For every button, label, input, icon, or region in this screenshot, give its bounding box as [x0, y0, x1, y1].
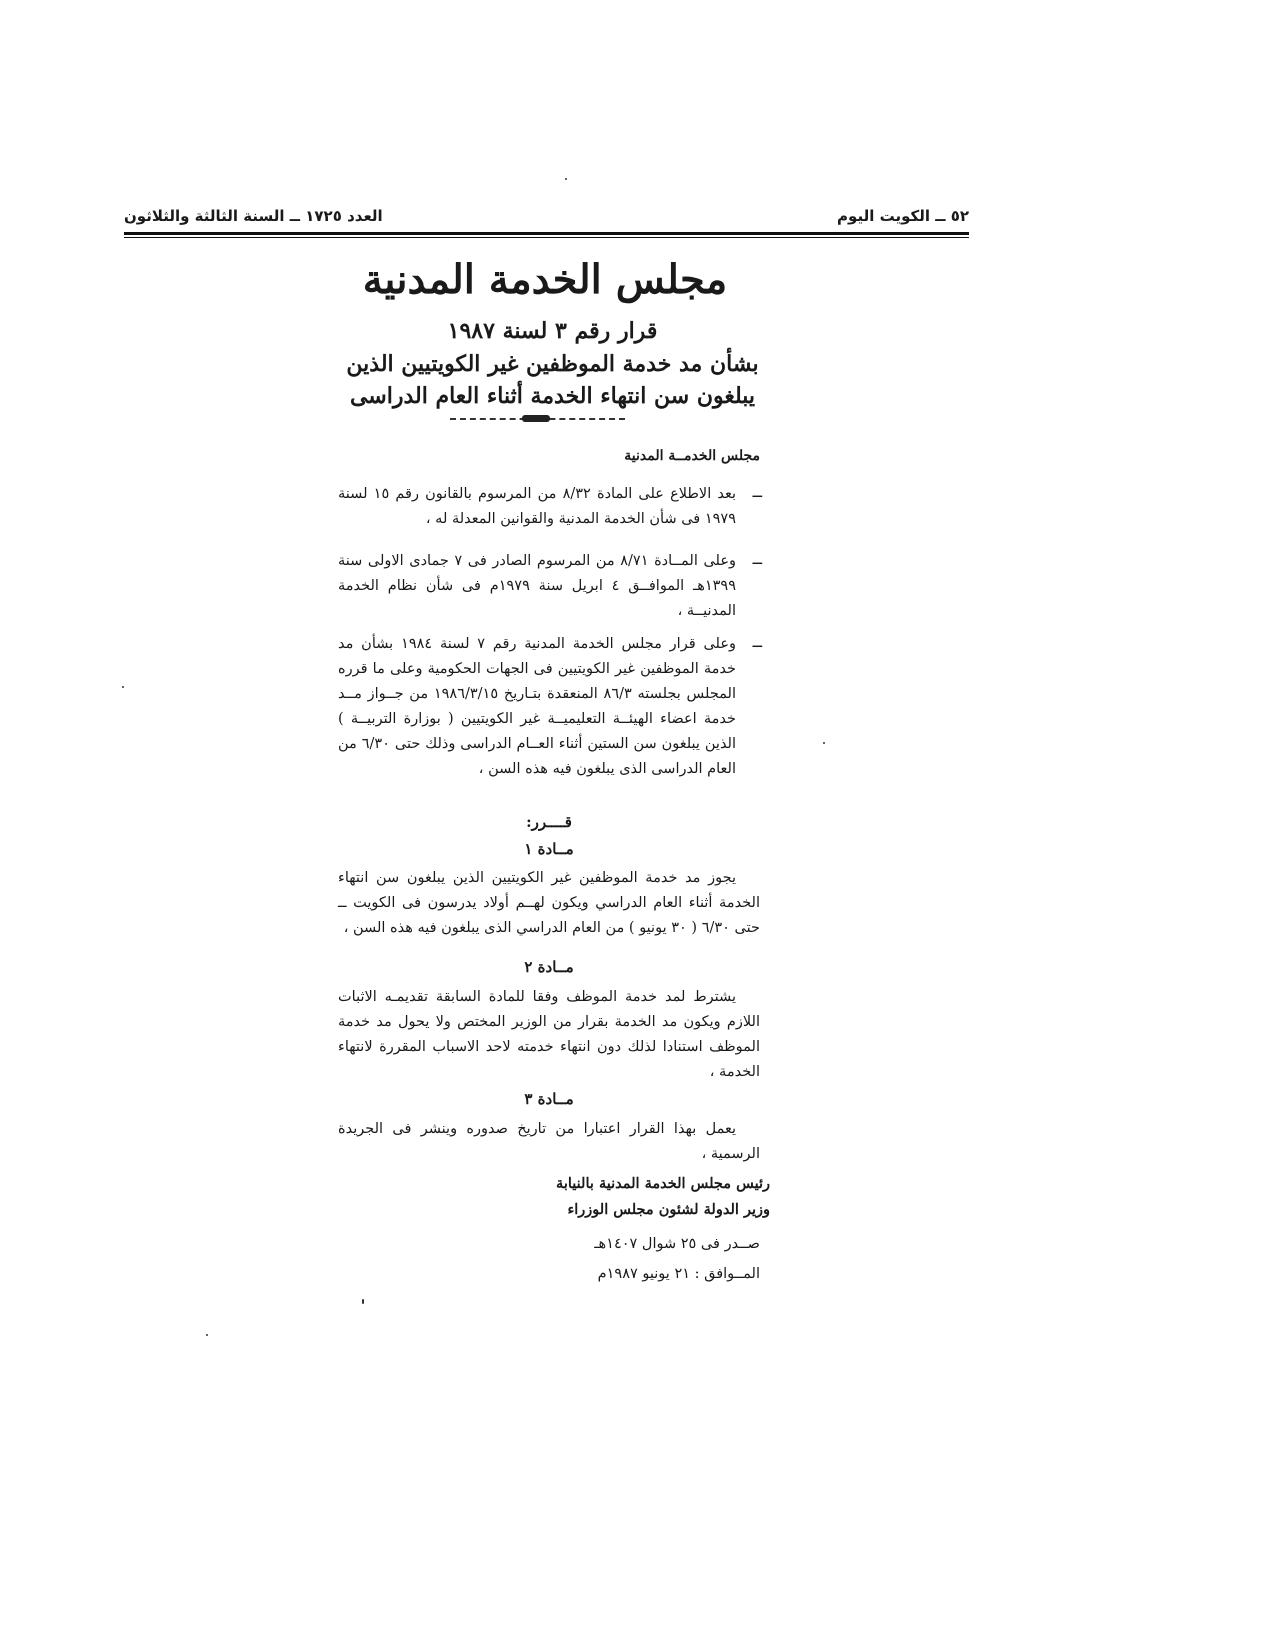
- scan-speck: [565, 178, 567, 180]
- preamble-paragraph: [338, 632, 760, 782]
- scan-speck: [823, 742, 825, 744]
- preamble-paragraph: [338, 482, 760, 532]
- preamble-dash: ــ: [752, 549, 762, 568]
- article-text: يشترط لمد خدمة الموظف وفقا للمادة السابقة تقديمـه الاثبات اللازم ويكون مد الخدمة بقرار من الوزير المختص ولا يحول مد خدمة الموظف استنادا لذلك دون انتهاء خدمته لاحد الاسباب المقررة لانتهاء الخدمة ،: [338, 989, 760, 1080]
- decision-subject-line2: يبلغون سن انتهاء الخدمة أثناء العام الدراسى: [349, 383, 756, 409]
- section-masthead: مجلس الخدمة المدنية: [362, 256, 728, 303]
- signatory-position: وزير الدولة لشئون مجلس الوزراء: [567, 1201, 770, 1218]
- signatory-title: رئيس مجلس الخدمة المدنية بالنيابة: [556, 1175, 770, 1192]
- article-heading: مــادة ١: [524, 840, 574, 858]
- preamble-dash: ــ: [752, 482, 762, 501]
- issuing-body: مجلس الخدمــة المدنية: [624, 448, 760, 464]
- scan-speck: [122, 686, 124, 688]
- decision-title: قرار رقم ٣ لسنة ١٩٨٧: [447, 318, 658, 344]
- gregorian-date: المــوافق : ٢١ يونيو ١٩٨٧م: [597, 1266, 760, 1282]
- preamble-text: وعلى قرار مجلس الخدمة المدنية رقم ٧ لسنة ١٩٨٤ بشأن مد خدمة الموظفين غير الكويتيين فى الجهات الحكومية وعلى ما قرره المجلس بجلسته ٨٦/٣ المنعقدة بتـاريخ ١٩٨٦/٣/١٥ من جــواز مــد خدمة اعضاء الهيئــة التعليميــة غير الكويتيين ( بوزارة التربيــة ) الذين يبلغون سن الستين أثناء العــام الدراسى وذلك حتى ٦/٣٠ من العام الدراسى الذى يبلغون فيه هذه السن ،: [338, 636, 737, 777]
- preamble-text: وعلى المــادة ٨/٧١ من المرسوم الصادر فى ٧ جمادى الاولى سنة ١٣٩٩هـ الموافــق ٤ ابريل سنة ١٩٧٩م فى شأن نظام الخدمة المدنيــة ،: [338, 553, 736, 619]
- header-page-number: ٥٢ ــ الكويت اليوم: [837, 207, 969, 225]
- title-ornament-center: [522, 415, 550, 422]
- scan-speck: [206, 1334, 208, 1336]
- header-issue-info: العدد ١٧٢٥ ــ السنة الثالثة والثلاثون: [124, 207, 383, 225]
- article-text: يعمل بهذا القرار اعتبارا من تاريخ صدوره وينشر فى الجريدة الرسمية ،: [338, 1121, 760, 1162]
- decided-heading: قــــرر:: [526, 813, 572, 831]
- preamble-paragraph: [338, 549, 760, 624]
- header-rule-thin: [124, 237, 969, 238]
- article-heading: مــادة ٢: [524, 958, 574, 976]
- header-rule-thick: [124, 232, 969, 235]
- article-text: يجوز مد خدمة الموظفين غير الكويتيين الذين يبلغون سن انتهاء الخدمة أثناء العام الدراسي ويكون لهــم أولاد يدرسون فى الكويت ــ حتى ٦/٣٠ ( ٣٠ يونيو ) من العام الدراسي الذى يبلغون فيه هذه السن ،: [338, 870, 760, 936]
- preamble-dash: ــ: [752, 632, 762, 651]
- scan-speck: [362, 1299, 364, 1304]
- decision-subject-line1: بشأن مد خدمة الموظفين غير الكويتيين الذين: [346, 351, 759, 377]
- running-header: [124, 207, 969, 233]
- article-heading: مــادة ٣: [524, 1090, 574, 1108]
- preamble-text: بعد الاطلاع على المادة ٨/٣٢ من المرسوم بالقانون رقم ١٥ لسنة ١٩٧٩ فى شأن الخدمة المدنية والقوانين المعدلة له ،: [338, 486, 737, 527]
- hijri-issue-date: صــدر فى ٢٥ شوال ١٤٠٧هـ: [594, 1236, 760, 1252]
